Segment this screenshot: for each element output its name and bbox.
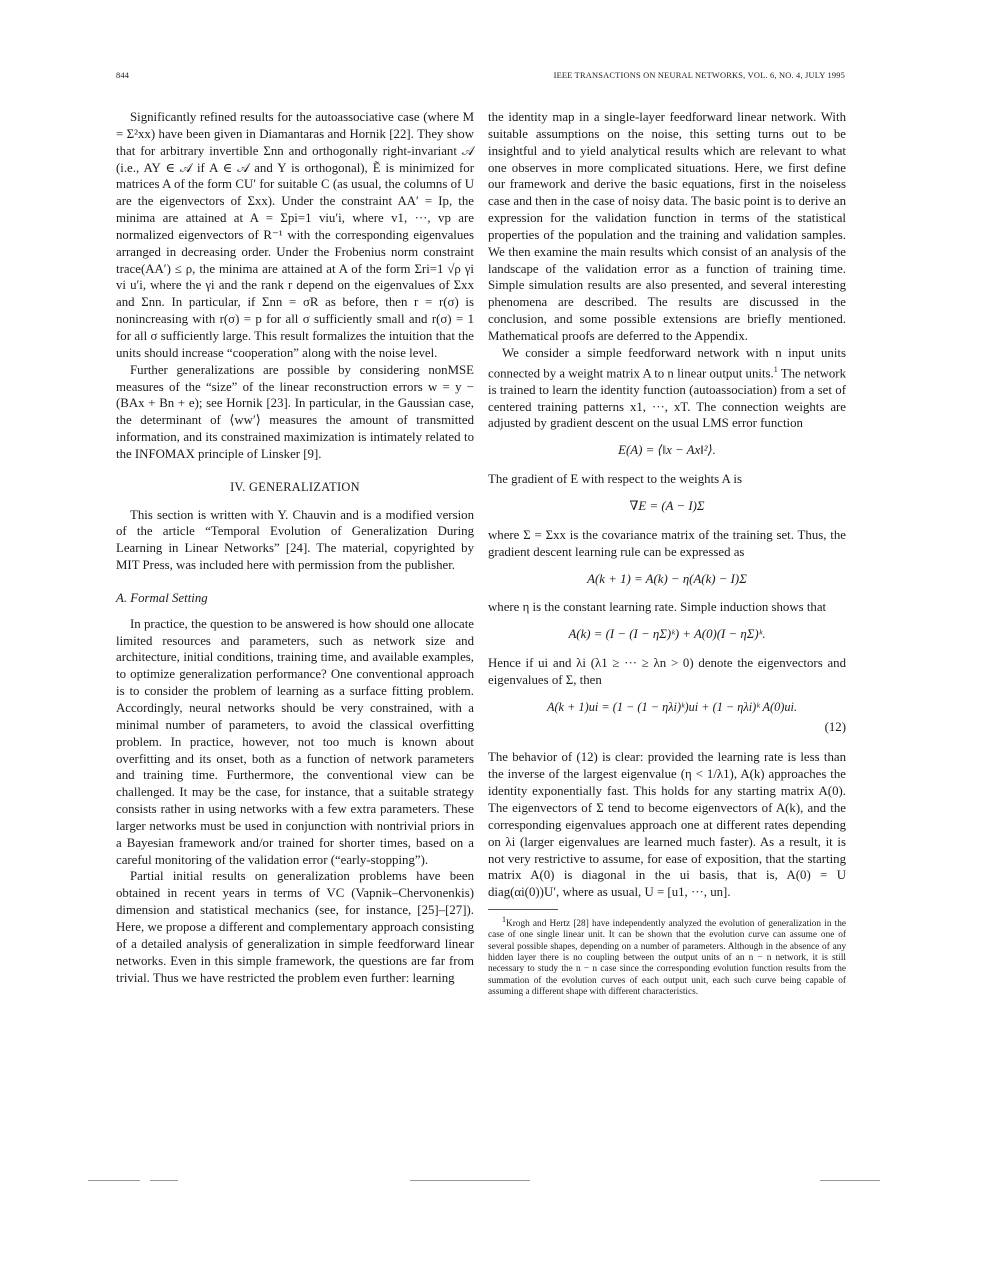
equation-error-function: E(A) = ⟨‖x − Ax‖²⟩. [618, 443, 716, 458]
paragraph: Partial initial results on generalization problems have been obtained in recent years in terms of VC (Vapnik–Chervonenkis) dimension and statistical mechanics (see, for instance, [25]–[27]). Here, we propose a different and complementary approach consisting of a detailed analysis of generalization in simple feedforward linear networks. Even in this simple framework, the questions are far from trivial. Thus we have restricted the problem even further: learning [116, 869, 474, 985]
equation-gradient: ∇E = (A − I)Σ [629, 499, 705, 513]
footnote [488, 914, 846, 998]
running-header: IEEE TRANSACTIONS ON NEURAL NETWORKS, VOL. 6, NO. 4, JULY 1995 [553, 71, 845, 80]
equation-text: A(k + 1)ui = (1 − (1 − ηλi)ᵏ)ui + (1 − ηλi)ᵏ A(0)ui. [546, 699, 798, 714]
paragraph-text: We consider a simple feedforward network with n input units connected by a weight matrix A to n linear output units. [488, 345, 846, 380]
footnote-text: Krogh and Hertz [28] have independently analyzed the evolution of generalization in the case of one single linear unit. It can be shown that the evolution curve can assume one of several possible shapes, depending on a number of parameters. Although in the absence of any hidden layer there is no coupling between the output units of an n − n network, it is still necessary to study the n − n case since the corresponding evolution function results from the summation of the evolution curves of each output unit, each such curve being capable of assuming a different shape with different characteristics. [488, 919, 846, 997]
paragraph: where Σ = Σxx is the covariance matrix of the training set. Thus, the gradient descent learning rule can be expressed as [488, 527, 846, 559]
paragraph: where η is the constant learning rate. Simple induction shows that [488, 600, 827, 615]
paragraph: The behavior of (12) is clear: provided the learning rate is less than the inverse of the largest eigenvalue (η < 1/λ1), A(k) approaches the identity exponentially fast. This holds for any starting matrix A(0). The eigenvectors of Σ tend to become eigenvectors of A(k), and the corresponding eigenvalues approach one at different rates depending on λi (larger eigenvalues are learned much faster). As a result, it is not very restrictive to assume, for ease of exposition, that the starting matrix A(0) is diagonal in the ui basis, that is, A(0) = U diag(αi(0))U′, where as usual, U = [u1, ···, un]. [488, 750, 846, 900]
footnote-marker: 1 [502, 915, 506, 925]
paragraph: the identity map in a single-layer feedforward linear network. With suitable assumptions on the noise, this setting turns out to be insightful and to yield analytical results which are relevant to what one observes in more complicated situations. Here, we first define our framework and derive the basic equations, first in the noiseless case and then in the case of noisy data. The basic point is to derive an expression for the validation function in terms of the statistical properties of the population and the training and validation samples. We then examine the main results which consist of an analysis of the landscape of the validation error as a function of training time. Simple simulation results are also presented, and several interesting phenomena are described. The results are discussed in the conclusion, and some possible extensions are briefly mentioned. Mathematical proofs are deferred to the Appendix. [488, 110, 846, 343]
footnote-rule [488, 909, 558, 910]
equation-number: (12) [824, 719, 846, 734]
section-heading: IV. GENERALIZATION [230, 479, 360, 494]
footnote-marker: 1 [773, 364, 778, 374]
right-column [488, 109, 846, 998]
equation-update-rule: A(k + 1) = A(k) − η(A(k) − I)Σ [587, 571, 747, 586]
paragraph: Further generalizations are possible by considering nonMSE measures of the “size” of the linear reconstruction errors w = y − (BAx + Bn + e); see Hornik [23]. In particular, in the Gaussian case, the determinant of ⟨ww′⟩ measures the amount of transmitted information, and its constrained maximization is intimately related to the INFOMAX principle of Linsker [9]. [116, 362, 474, 461]
subsection-heading: A. Formal Setting [116, 590, 208, 605]
paragraph-text: The network is trained to learn the identity function (autoassociation) from a set of centered training patterns x1, ···, xT. The connection weights are adjusted by gradient descent on the usual LMS error function [488, 365, 847, 431]
paragraph [488, 345, 846, 433]
paragraph: Hence if ui and λi (λ1 ≥ ··· ≥ λn > 0) denote the eigenvectors and eigenvalues of Σ, then [488, 656, 846, 687]
scan-artifact-rules [0, 1180, 986, 1184]
equation-12 [488, 699, 846, 736]
paragraph: This section is written with Y. Chauvin and is a modified version of the article “Temporal Evolution of Generalization During Learning in Linear Networks” [24]. The material, copyrighted by MIT Press, was included here with permission from the publisher. [116, 507, 474, 573]
paragraph: In practice, the question to be answered is how should one allocate limited resources and parameters, such as network size and architecture, initial conditions, training time, and available examples, to optimize generalization performance? One conventional approach is to consider the problem of learning as a surface fitting problem. Accordingly, neural networks should be very constrained, with a minimal number of parameters, to avoid the classical overfitting problem. In practice, however, not too much is known about overfitting and its onset, both as a function of network parameters and training time. Furthermore, the conventional view can be challenged. It may be the case, for instance, that a suitable strategy consists rather in using networks with a few extra parameters. These larger networks must be used in conjunction with nontrivial priors in a Bayesian framework and/or trained for shorter times, based on a careful monitoring of the validation error (“early-stopping”). [116, 616, 474, 867]
equation-induction: A(k) = (I − (I − ηΣ)ᵏ) + A(0)(I − ηΣ)ᵏ. [568, 627, 766, 642]
paragraph: The gradient of E with respect to the weights A is [488, 472, 742, 487]
left-column [116, 109, 474, 986]
page-number: 844 [116, 71, 130, 80]
paragraph: Significantly refined results for the autoassociative case (where M = Σ²xx) have been given in Diamantaras and Hornik [22]. They show that for arbitrary invertible Σnn and orthogonally right-invariant 𝒜 (i.e., AY ∈ 𝒜 if A ∈ 𝒜 and Y is orthogonal), Ẽ is minimized for matrices A of the form CU′ for suitable C (as usual, the columns of U are the eigenvectors of Σxx). Under the constraint AA′ = Ip, the minima are attained at A = Σpi=1 viu′i, where v1, ···, vp are normalized eigenvectors of R⁻¹ with the corresponding eigenvalues arranged in decreasing order. Under the Frobenius norm constraint trace(AA′) ≤ ρ, the minima are attained at A of the form Σri=1 √ρ γi vi u′i, where the γi and the rank r depend on the eigenvalues of Σxx and Σnn. In particular, if Σnn = σR as before, then r = r(σ) is nonincreasing with r(σ) = p for all σ sufficiently small and r(σ) = 1 for all σ sufficiently large. This result formalizes the intuition that the units should increase “cooperation” along with the noise level. [116, 110, 474, 360]
